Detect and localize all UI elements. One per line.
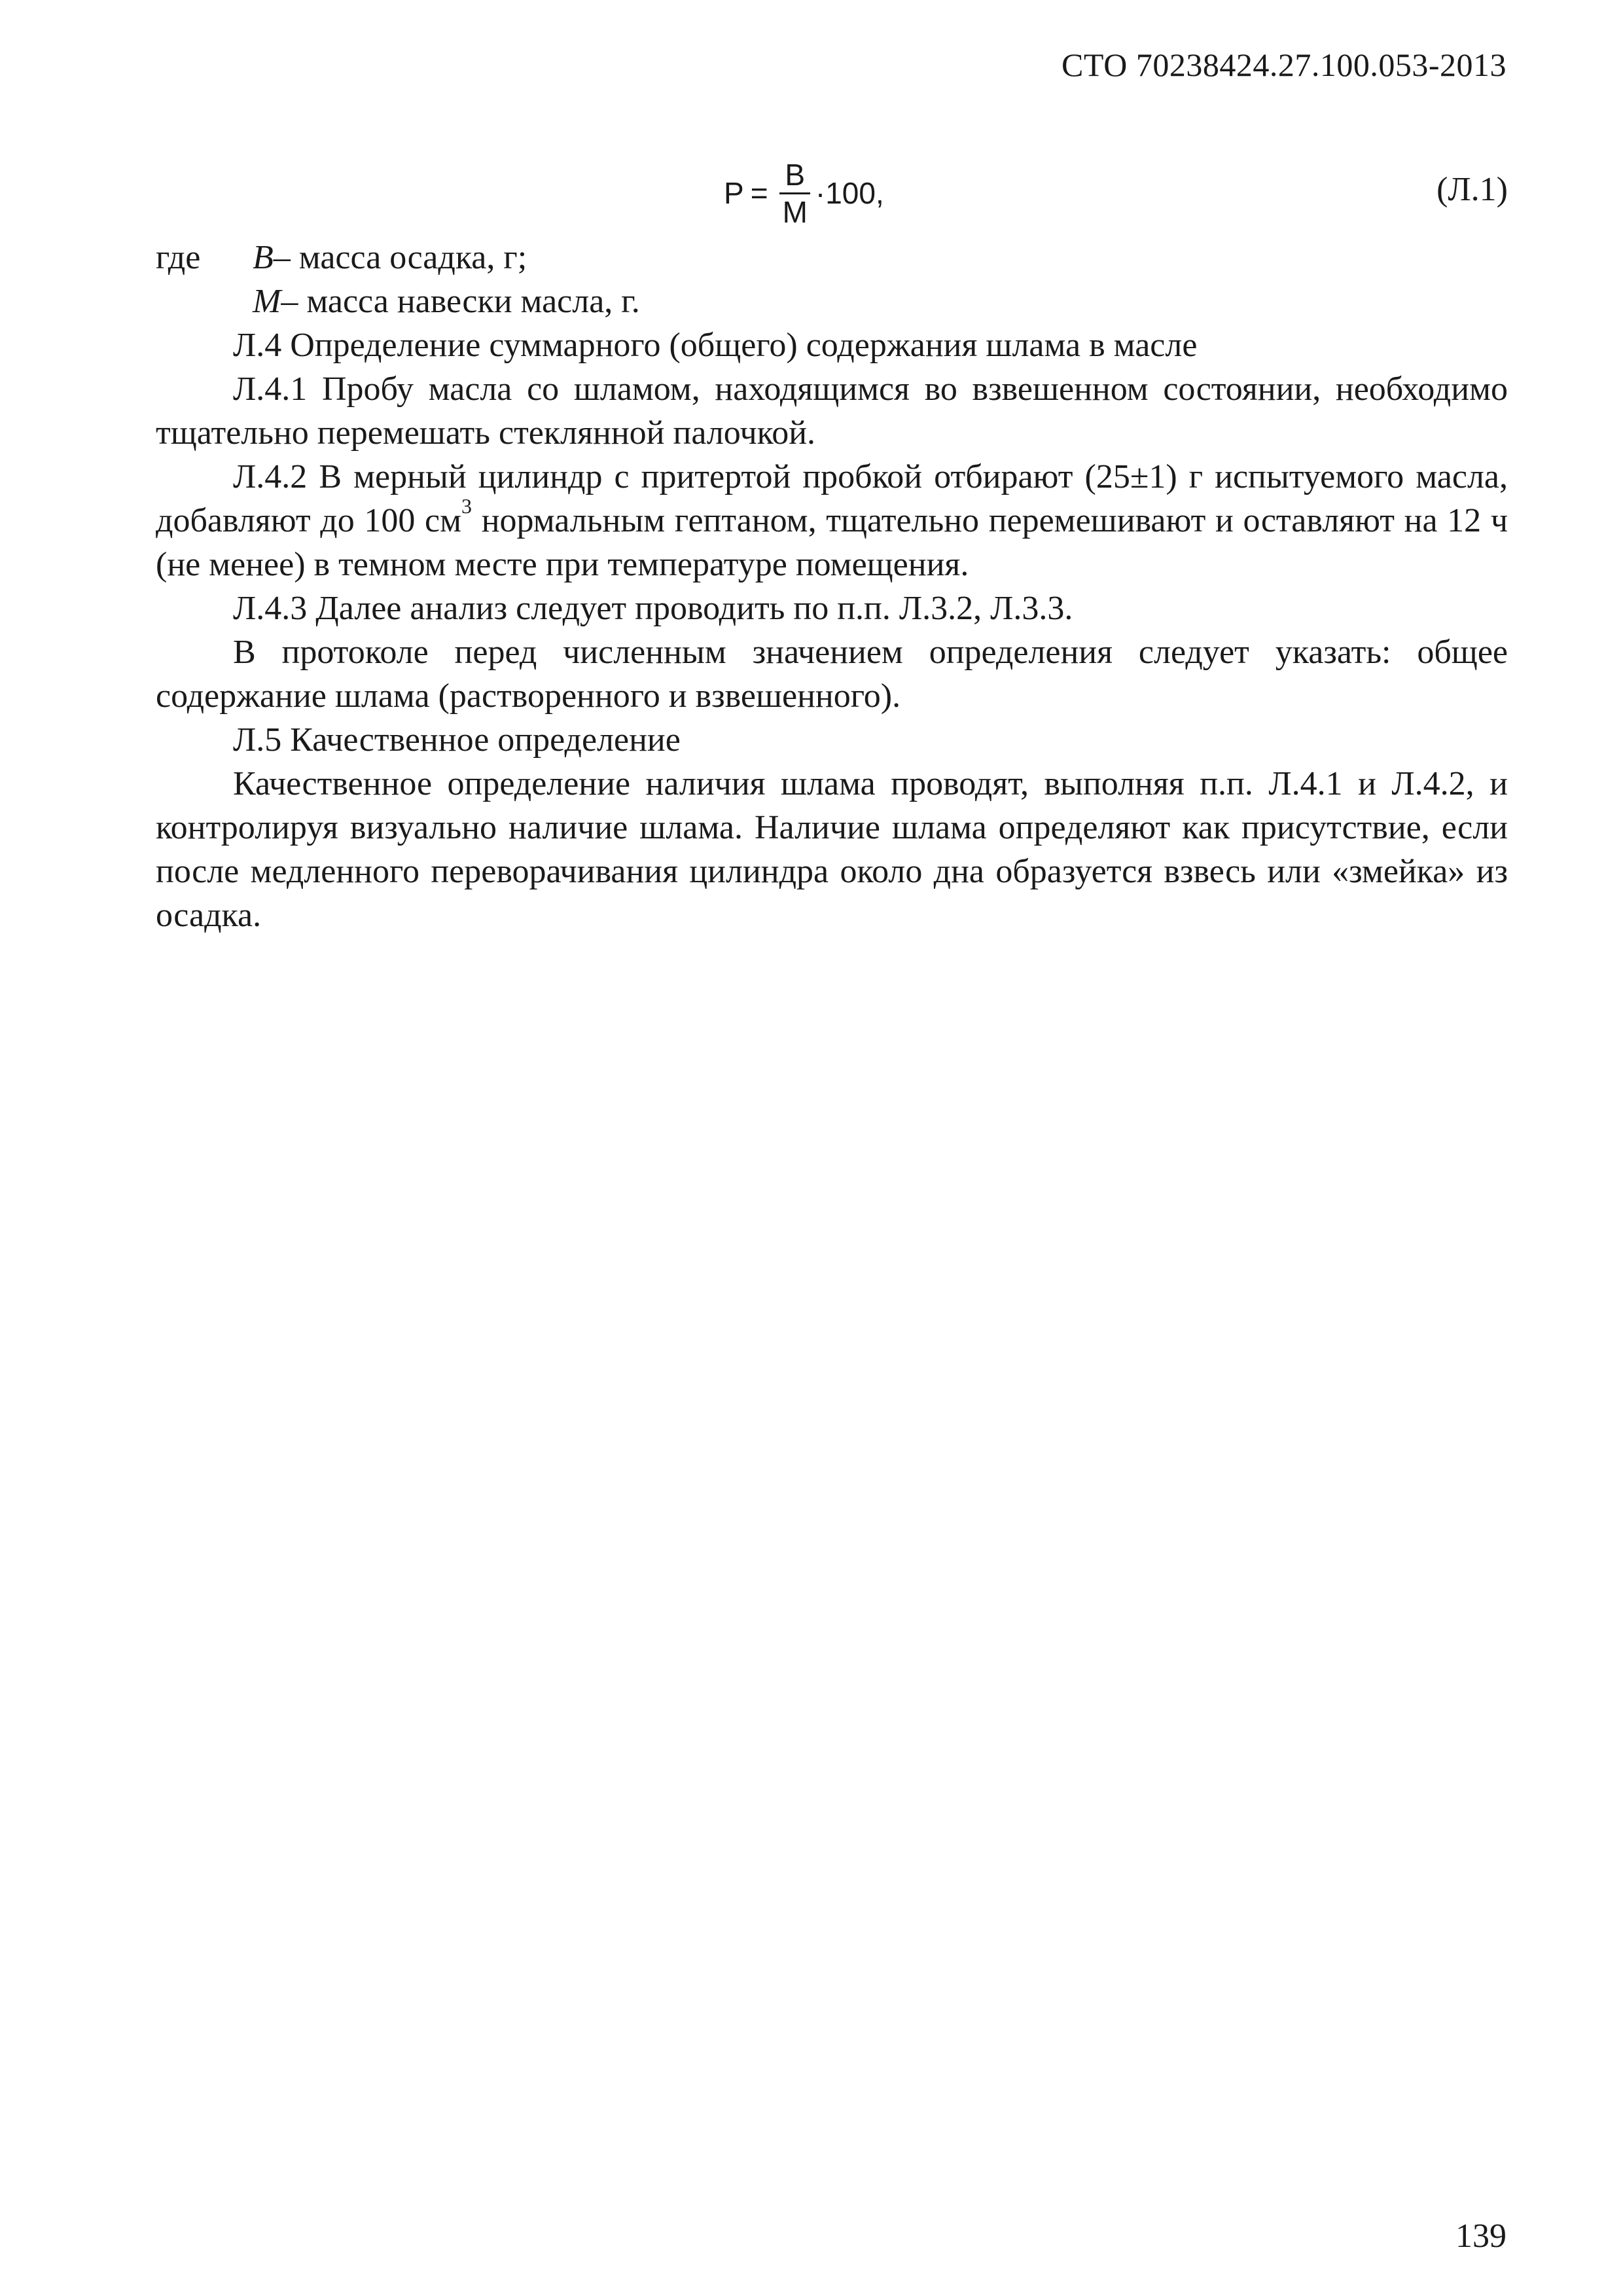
section-l5-text: Качественное определение наличия шлама проводят, выполняя п.п. Л.4.1 и Л.4.2, и контролируя визуально наличие шлама. Наличие шлама определяют как присутствие, если после медленного переворачивания цилиндра около дна образуется взвесь или «змейка» из осадка. bbox=[156, 765, 1508, 934]
fraction-numerator: B bbox=[779, 157, 810, 194]
section-l42-superscript: 3 bbox=[461, 494, 473, 518]
formula-equals: = bbox=[750, 176, 768, 210]
formula-trailing-comma: , bbox=[875, 176, 884, 210]
page-number: 139 bbox=[1455, 2217, 1507, 2255]
legend-symbol-m: M bbox=[253, 283, 281, 320]
formula-row bbox=[156, 151, 1508, 236]
legend-row-b bbox=[156, 236, 1508, 279]
page-content bbox=[156, 151, 1508, 937]
section-l42 bbox=[156, 455, 1508, 586]
legend-symbol-b: B bbox=[253, 239, 274, 276]
legend-where: где bbox=[156, 239, 201, 276]
legend-text-m: – масса навески масла, г. bbox=[281, 283, 640, 320]
legend-text-b: – масса осадка, г; bbox=[273, 239, 527, 276]
legend-spacer bbox=[156, 279, 253, 323]
section-l42-part2: нормальным гептаном, тщательно перемешивают и оставляют на 12 ч (не менее) в темном месте при температуре помещения. bbox=[156, 502, 1508, 583]
document-code: СТО 70238424.27.100.053-2013 bbox=[1061, 46, 1507, 83]
section-l43: Л.4.3 Далее анализ следует проводить по п.п. Л.3.2, Л.3.3. bbox=[233, 590, 1073, 627]
protocol-note: В протоколе перед численным значением определения следует указать: общее содержание шлама (растворенного и взвешенного). bbox=[156, 634, 1508, 715]
formula-multiplier: ·100 bbox=[815, 176, 876, 210]
section-l5-heading: Л.5 Качественное определение bbox=[233, 721, 681, 759]
section-l42-part1: Л.4.2 В мерный цилиндр с притертой пробкой отбирают (25±1) г испытуемого масла, добавляют до 100 см bbox=[156, 458, 1508, 539]
formula-number: (Л.1) bbox=[1436, 171, 1508, 208]
legend-row-m bbox=[156, 279, 1508, 323]
formula-l1 bbox=[724, 151, 884, 236]
formula-fraction bbox=[777, 157, 813, 230]
formula-lhs: P bbox=[724, 176, 744, 210]
section-l41: Л.4.1 Пробу масла со шламом, находящимся во взвешенном состоянии, необходимо тщательно перемешать стеклянной палочкой. bbox=[156, 370, 1508, 452]
section-l4-heading: Л.4 Определение суммарного (общего) содержания шлама в масле bbox=[233, 327, 1198, 364]
fraction-denominator: M bbox=[782, 194, 808, 229]
